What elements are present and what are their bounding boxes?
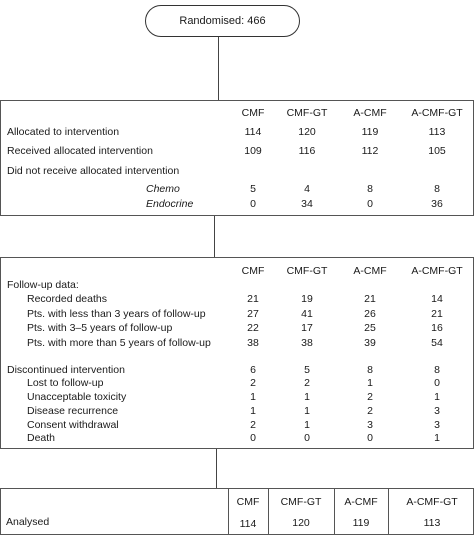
connector-2	[214, 216, 215, 257]
value: 109	[244, 145, 262, 157]
value: 14	[431, 293, 443, 305]
col-header-a-cmf-gt: A-CMF-GT	[411, 107, 463, 119]
connector-3	[216, 449, 217, 488]
value: 2	[250, 377, 256, 389]
value: 2	[367, 391, 373, 403]
value: 5	[250, 183, 256, 195]
col-header-cmf: CMF	[241, 265, 265, 277]
value: 25	[364, 322, 376, 334]
row-label-death: Death	[27, 432, 56, 444]
value: 113	[423, 517, 441, 529]
row-label-discontinued: Discontinued intervention	[7, 364, 125, 376]
row-label-did-not-receive: Did not receive allocated intervention	[7, 165, 180, 177]
col-header-cmf-gt: CMF-GT	[286, 265, 328, 277]
value: 2	[367, 405, 373, 417]
row-label-recurrence: Disease recurrence	[27, 405, 119, 417]
row-label-chemo: Chemo	[146, 183, 180, 195]
column-divider	[334, 488, 335, 535]
row-label-allocated: Allocated to intervention	[7, 126, 120, 138]
randomised-label: Randomised: 466	[179, 15, 266, 27]
value: 34	[301, 198, 313, 210]
row-label-3-5-years: Pts. with 3–5 years of follow-up	[27, 322, 173, 334]
value: 0	[250, 198, 256, 210]
value: 1	[367, 377, 373, 389]
value: 1	[304, 391, 310, 403]
value: 26	[364, 308, 376, 320]
col-header-a-cmf-gt: A-CMF-GT	[406, 496, 458, 508]
value: 38	[247, 337, 259, 349]
value: 3	[434, 405, 440, 417]
row-label-more-5-years: Pts. with more than 5 years of follow-up	[27, 337, 211, 349]
followup-header: Follow-up data:	[7, 279, 79, 291]
value: 3	[367, 419, 373, 431]
value: 113	[428, 126, 446, 138]
value: 2	[304, 377, 310, 389]
value: 27	[247, 308, 259, 320]
value: 8	[367, 364, 373, 376]
value: 0	[367, 198, 373, 210]
value: 105	[428, 145, 446, 157]
value: 36	[431, 198, 443, 210]
value: 21	[364, 293, 376, 305]
allocation-box	[0, 100, 474, 216]
value: 5	[304, 364, 310, 376]
col-header-a-cmf: A-CMF	[344, 496, 378, 508]
value: 1	[250, 391, 256, 403]
value: 16	[431, 322, 443, 334]
col-header-a-cmf: A-CMF	[353, 265, 387, 277]
value: 1	[250, 405, 256, 417]
value: 0	[304, 432, 310, 444]
value: 54	[431, 337, 443, 349]
value: 112	[361, 145, 379, 157]
row-label-recorded-deaths: Recorded deaths	[27, 293, 107, 305]
value: 3	[434, 419, 440, 431]
value: 17	[301, 322, 313, 334]
value: 8	[367, 183, 373, 195]
value: 4	[304, 183, 310, 195]
value: 1	[434, 432, 440, 444]
value: 114	[244, 126, 262, 138]
value: 120	[298, 126, 316, 138]
col-header-cmf: CMF	[241, 107, 265, 119]
value: 1	[304, 405, 310, 417]
value: 41	[301, 308, 313, 320]
value: 8	[434, 183, 440, 195]
value: 2	[250, 419, 256, 431]
value: 6	[250, 364, 256, 376]
row-label-endocrine: Endocrine	[146, 198, 194, 210]
value: 0	[250, 432, 256, 444]
row-label-consent: Consent withdrawal	[27, 419, 119, 431]
value: 21	[247, 293, 259, 305]
row-label-toxicity: Unacceptable toxicity	[27, 391, 127, 403]
value: 0	[367, 432, 373, 444]
value: 8	[434, 364, 440, 376]
value: 38	[301, 337, 313, 349]
col-header-cmf: CMF	[236, 496, 260, 508]
value: 22	[247, 322, 259, 334]
row-label-analysed: Analysed	[6, 516, 50, 528]
col-header-a-cmf-gt: A-CMF-GT	[411, 265, 463, 277]
value: 120	[292, 517, 310, 529]
row-label-received: Received allocated intervention	[7, 145, 153, 157]
value: 116	[298, 145, 316, 157]
value: 119	[352, 517, 370, 529]
value: 1	[434, 391, 440, 403]
followup-box	[0, 257, 474, 449]
value: 114	[239, 518, 257, 530]
row-label-less-3-years: Pts. with less than 3 years of follow-up	[27, 308, 206, 320]
value: 0	[434, 377, 440, 389]
value: 1	[304, 419, 310, 431]
randomised-node	[145, 5, 300, 37]
column-divider	[388, 488, 389, 535]
connector-1	[218, 37, 219, 100]
value: 19	[301, 293, 313, 305]
col-header-cmf-gt: CMF-GT	[286, 107, 328, 119]
col-header-cmf-gt: CMF-GT	[280, 496, 322, 508]
value: 119	[361, 126, 379, 138]
row-label-lost: Lost to follow-up	[27, 377, 104, 389]
value: 21	[431, 308, 443, 320]
value: 39	[364, 337, 376, 349]
col-header-a-cmf: A-CMF	[353, 107, 387, 119]
